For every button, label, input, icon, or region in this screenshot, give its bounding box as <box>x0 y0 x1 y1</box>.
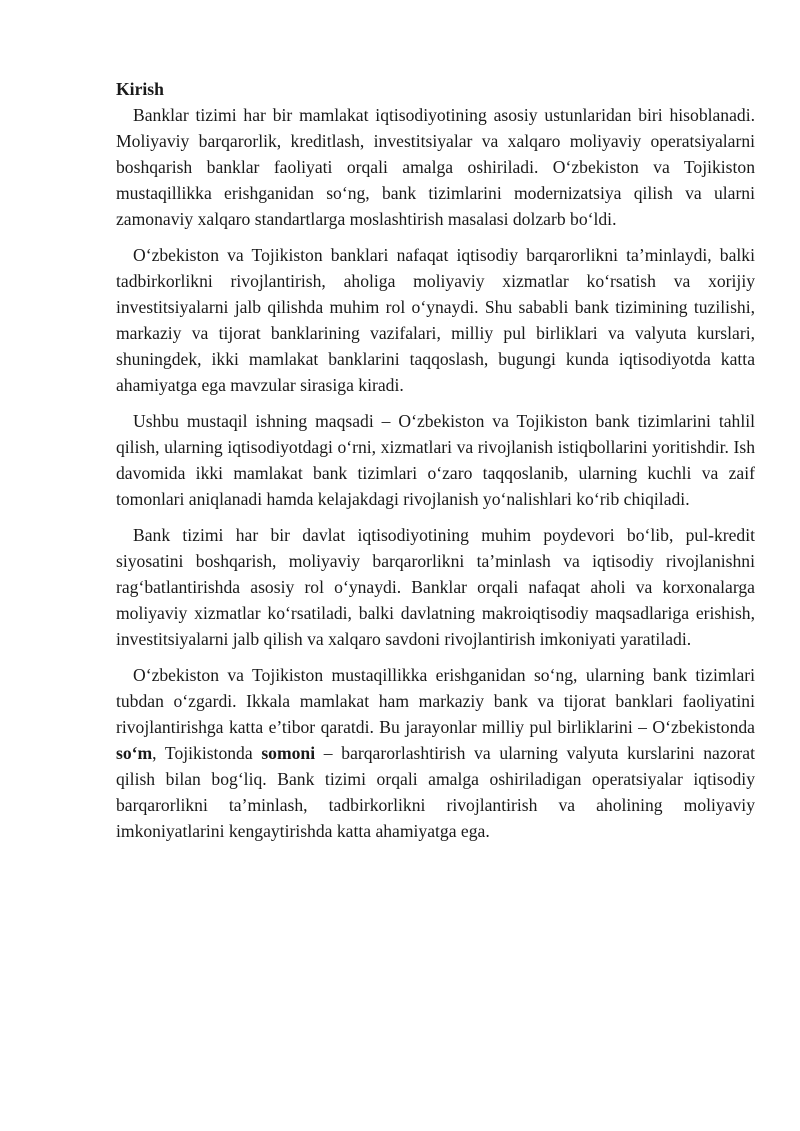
document-page <box>116 76 755 844</box>
currency-som: so‘m <box>116 743 153 763</box>
paragraph-5 <box>116 662 755 844</box>
paragraph-3: Ushbu mustaqil ishning maqsadi – O‘zbekiston va Tojikiston bank tizimlarini tahlil qilish, ularning iqtisodiyotdagi o‘rni, xizmatlari va rivojlanish istiqbollarini yoritishdir. Ish davomida ikki mamlakat bank tizimlari o‘zaro taqqoslanib, ularning kuchli va zaif tomonlari aniqlanadi hamda kelajakdagi rivojlanish yo‘nalishlari ko‘rib chiqiladi. <box>116 411 755 509</box>
section-heading: Kirish <box>116 79 164 99</box>
paragraph-5-text-a: O‘zbekiston va Tojikiston mustaqillikka erishganidan so‘ng, ularning bank tizimlari tubdan o‘zgardi. Ikkala mamlakat ham markaziy bank va tijorat banklari faoliyatini rivojlantirishga katta e’tibor qaratdi. Bu jarayonlar milliy pul birliklarini – O‘zbekistonda <box>116 665 755 737</box>
paragraph-1: Banklar tizimi har bir mamlakat iqtisodiyotining asosiy ustunlaridan biri hisoblanadi. Moliyaviy barqarorlik, kreditlash, investitsiyalar va xalqaro moliyaviy operatsiyalarni boshqarish banklar faoliyati orqali amalga oshiriladi. O‘zbekiston va Tojikiston mustaqillikka erishganidan so‘ng, bank tizimlarini modernizatsiya qilish va ularni zamonaviy xalqaro standartlarga moslashtirish masalasi dolzarb bo‘ldi. <box>116 105 755 229</box>
paragraph-2: O‘zbekiston va Tojikiston banklari nafaqat iqtisodiy barqarorlikni ta’minlaydi, balki tadbirkorlikni rivojlantirish, aholiga moliyaviy xizmatlar ko‘rsatish va xorijiy investitsiyalarni jalb qilishda muhim rol o‘ynaydi. Shu sababli bank tizimining tuzilishi, markaziy va tijorat banklarining vazifalari, milliy pul birliklari va valyuta kurslari, shuningdek, ikki mamlakat banklarini taqqoslash, bugungi kunda iqtisodiyotda katta ahamiyatga ega mavzular sirasiga kiradi. <box>116 245 755 395</box>
paragraph-5-text-c: – barqarorlashtirish va ularning valyuta kurslarini nazorat qilish bilan bog‘liq. Bank tizimi orqali amalga oshiriladigan operatsiyalar iqtisodiy barqarorlikni ta’minlash, tadbirkorlikni rivojlantirish va aholining moliyaviy imkoniyatlarini kengaytirishda katta ahamiyatga ega. <box>116 743 755 841</box>
currency-somoni: somoni <box>261 743 316 763</box>
paragraph-5-text-b: , Tojikistonda <box>152 743 262 763</box>
paragraph-4: Bank tizimi har bir davlat iqtisodiyotining muhim poydevori bo‘lib, pul-kredit siyosatini boshqarish, moliyaviy barqarorlikni ta’minlash va iqtisodiy rivojlanishni rag‘batlantirishda asosiy rol o‘ynaydi. Banklar orqali nafaqat aholi va korxonalarga moliyaviy xizmatlar ko‘rsatiladi, balki davlatning makroiqtisodiy maqsadlariga erishish, investitsiyalarni jalb qilish va xalqaro savdoni rivojlantirish imkoniyati yaratiladi. <box>116 525 755 649</box>
